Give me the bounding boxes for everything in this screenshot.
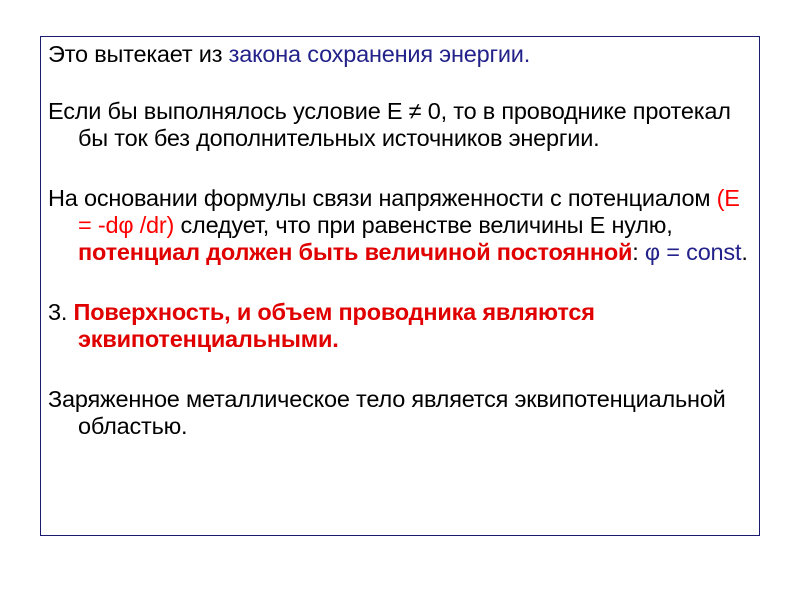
equipotential-highlight: Поверхность, и объем проводника являются эквипотенциальными.: [73, 299, 595, 352]
p3-text1: На основании формулы связи напряженности с потенциалом: [48, 185, 717, 211]
content-frame: [40, 36, 760, 536]
paragraph-charged-body: [48, 386, 751, 440]
p4-number: 3.: [48, 299, 74, 325]
p3-end: .: [741, 239, 748, 265]
formula-text: (Е = -dφ /dr): [78, 185, 740, 238]
potential-highlight: потенциал должен быть величиной постоянной: [78, 239, 633, 265]
p1-end: .: [523, 41, 531, 67]
paragraph-equipotential: [48, 299, 751, 353]
p5-text: Заряженное металлическое тело является эквипотенциальной областью.: [48, 386, 726, 439]
p3-text2: следует, что при равенстве величины Е нулю,: [174, 212, 673, 238]
paragraph-condition: [48, 98, 751, 152]
const-formula: φ = const: [644, 239, 742, 265]
paragraph-potential: [48, 185, 751, 266]
p2-text: Если бы выполнялось условие Е ≠ 0, то в проводнике протекал бы ток без дополнительных источников энергии.: [48, 98, 731, 151]
paragraph-energy-law: [48, 41, 751, 68]
energy-law-term: закона сохранения энергии: [228, 41, 524, 67]
p3-colon: :: [632, 239, 645, 265]
p1-text: Это вытекает из: [48, 41, 229, 67]
